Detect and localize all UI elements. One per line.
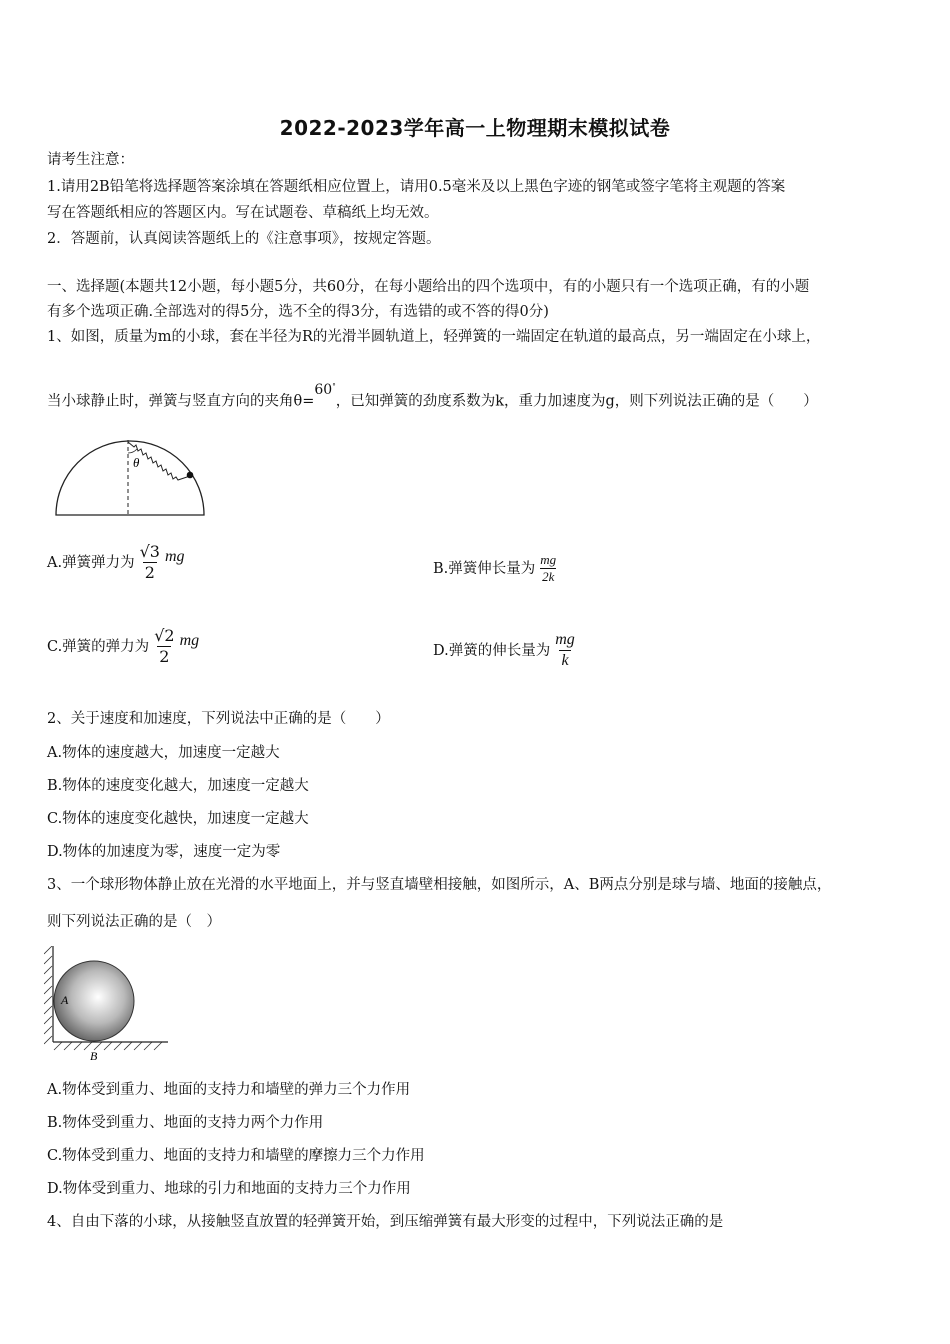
semicircle-track-figure (50, 436, 210, 520)
q1-option-c-den: 2 (159, 647, 170, 666)
wall-hatching (44, 946, 52, 1044)
q1-option-a-den: 2 (144, 563, 155, 582)
q2-option-b: B.物体的速度变化越大，加速度一定越大 (47, 778, 309, 794)
theta-label: θ (133, 455, 140, 470)
q1-option-d (433, 630, 580, 671)
notice-line-2: 2．答题前，认真阅读答题纸上的《注意事项》，按规定答题。 (47, 231, 441, 247)
q1-stem-pre: 当小球静止时，弹簧与竖直方向的夹角θ= (47, 393, 315, 410)
q1-option-c-num: √2 (154, 626, 175, 645)
q1-option-a (47, 542, 185, 583)
q3-stem-line-1: 3、一个球形物体静止放在光滑的水平地面上，并与竖直墙壁相接触，如图所示，A、B两点分别是球与墙、地面的接触点， (47, 877, 832, 893)
notice-line-1b: 写在答题纸相应的答题区内。写在试题卷、草稿纸上均无效。 (47, 205, 439, 221)
q1-option-d-label: D.弹簧的伸长量为 (433, 642, 551, 659)
q2-option-c: C.物体的速度变化越快，加速度一定越大 (47, 811, 309, 827)
q3-option-c: C.物体受到重力、地面的支持力和墙壁的摩擦力三个力作用 (47, 1148, 425, 1164)
q1-option-b (433, 552, 561, 585)
q1-option-a-tail: mg (164, 547, 185, 565)
q1-angle (314, 382, 335, 398)
page-title: 2022-2023学年高一上物理期末模拟试卷 (279, 116, 671, 140)
q3-option-a: A.物体受到重力、地面的支持力和墙壁的弹力三个力作用 (47, 1082, 411, 1098)
q1-option-c-fraction (152, 626, 176, 667)
section-line-1: 一、选择题(本题共12小题，每小题5分，共60分，在每小题给出的四个选项中，有的小题只有一个选项正确，有的小题 (47, 279, 810, 295)
q1-stem-line-2 (47, 381, 818, 412)
point-b-label: B (90, 1049, 98, 1063)
q1-option-c (47, 626, 199, 667)
q1-option-c-tail: mg (179, 631, 200, 649)
q2-option-d: D.物体的加速度为零，速度一定为零 (47, 844, 281, 860)
q1-option-a-num: √3 (139, 542, 160, 561)
q1-option-d-fraction (553, 630, 577, 671)
q1-option-d-den: k (561, 652, 569, 669)
q1-option-c-label: C.弹簧的弹力为 (47, 638, 150, 655)
point-a-label: A (61, 993, 69, 1007)
q3-option-d: D.物体受到重力、地球的引力和地面的支持力三个力作用 (47, 1181, 411, 1197)
q1-option-b-num: mg (540, 552, 557, 567)
ball-wall-figure (44, 946, 174, 1064)
q1-option-b-label: B.弹簧伸长量为 (433, 560, 536, 577)
q1-option-a-fraction (138, 542, 162, 583)
q1-stem-line-1: 1、如图，质量为m的小球，套在半径为R的光滑半圆轨道上，轻弹簧的一端固定在轨道的最高点，另一端固定在小球上， (47, 329, 821, 345)
q3-option-b: B.物体受到重力、地面的支持力两个力作用 (47, 1115, 324, 1131)
notice-line-1a: 1.请用2B铅笔将选择题答案涂填在答题纸相应位置上，请用0.5毫米及以上黑色字迹的钢笔或签字笔将主观题的答案 (47, 179, 786, 195)
q3-stem-line-2: 则下列说法正确的是（ ） (47, 914, 221, 930)
ground-hatching (54, 1042, 162, 1050)
section-line-2: 有多个选项正确.全部选对的得5分，选不全的得3分，有选错的或不答的得0分) (47, 304, 549, 320)
q4-stem: 4、自由下落的小球，从接触竖直放置的轻弹簧开始，到压缩弹簧有最大形变的过程中，下列说法正确的是 (47, 1214, 724, 1230)
semicircle-track (56, 441, 204, 515)
q2-option-a: A.物体的速度越大，加速度一定越大 (47, 745, 280, 761)
q1-option-a-label: A.弹簧弹力为 (47, 554, 135, 571)
q1-option-b-den: 2k (542, 569, 555, 584)
angle-arc (128, 449, 137, 453)
q1-option-b-fraction (538, 552, 558, 585)
q1-stem-post: ，已知弹簧的劲度系数为k，重力加速度为g，则下列说法正确的是（ ） (335, 393, 818, 410)
q1-angle-value: 60 (314, 381, 333, 398)
notice-heading: 请考生注意： (47, 152, 134, 168)
q2-stem: 2、关于速度和加速度，下列说法中正确的是（ ） (47, 711, 390, 727)
ball (187, 472, 194, 479)
q1-option-d-num: mg (555, 631, 575, 648)
q1-degree: ° (332, 382, 336, 390)
